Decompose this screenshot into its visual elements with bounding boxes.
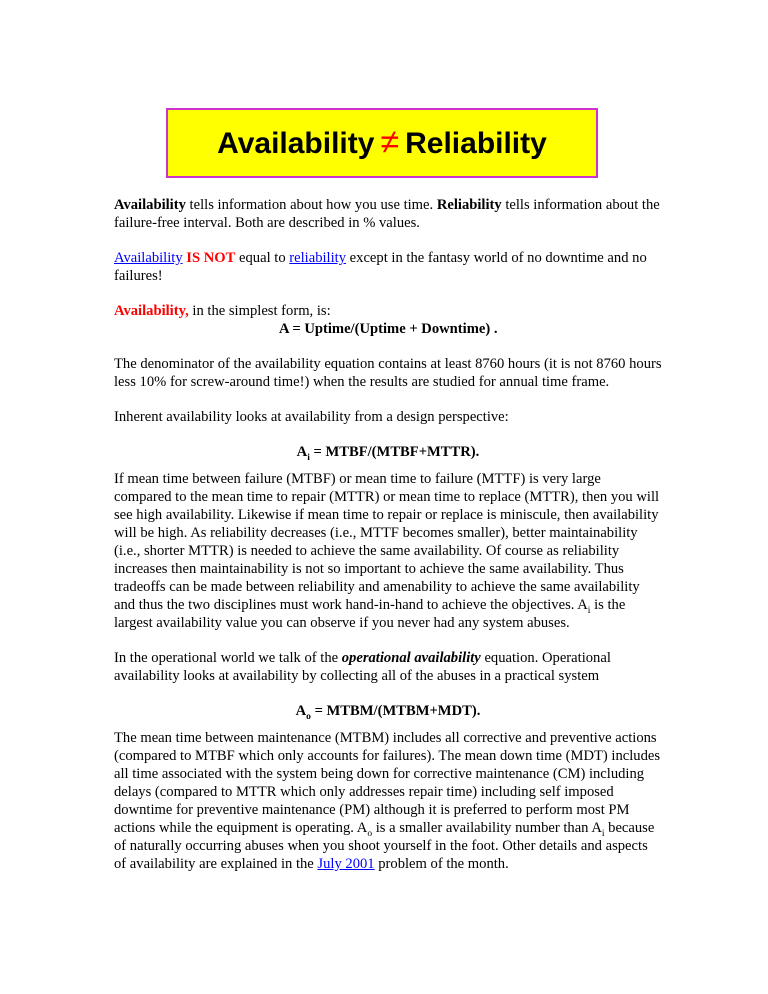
operational-availability-equation: $A_o$ = MTBM/(MTBM+MDT).	[295, 703, 481, 722]
not-equal-symbol: ≠	[380, 123, 400, 161]
paragraph-definitions: Availability tells information about how you use time. Reliability tells information about the failure-free interval. Both are described in % values.	[114, 197, 660, 231]
availability-link[interactable]: Availability	[114, 250, 183, 266]
is-not-emphasis: IS NOT	[186, 250, 236, 266]
paragraph-operational-intro: In the operational world we talk of the operational availability equation. Operational availability looks at availability by collecting all of the abuses in a practical system	[114, 650, 611, 684]
title-banner	[166, 108, 598, 178]
july-2001-link[interactable]: July 2001	[317, 856, 375, 872]
paragraph-not-equal: Availability IS NOT equal to reliability except in the fantasy world of no downtime and no failures!	[114, 250, 647, 284]
term-reliability: Reliability	[436, 197, 502, 213]
inherent-availability-equation: $A_i$ = MTBF/(MTBF+MTTR).	[296, 444, 480, 463]
paragraph-denominator: The denominator of the availability equation contains at least 8760 hours (it is not 8760 hours less 10% for screw-around time!) when the results are studied for annual time frame.	[114, 356, 662, 390]
availability-lead: Availability,	[114, 303, 189, 319]
paragraph-mtbm-mdt: The mean time between maintenance (MTBM) includes all corrective and preventive actions (compared to MTBF which only accounts for failures). The mean down time (MDT) includes all time associated with the system being down for corrective maintenance (CM) including delays (compared to MTTR which only addresses repair time) including self imposed downtime for preventive maintenance (PM) although it is preferred to perform most PM actions while the equipment is operating. $A_o$ is a smaller availability number than $A_i$ because of naturally occurring abuses when you shoot yourself in the foot. Other details and aspects of availability are explained in the July 2001 problem of the month.	[114, 730, 661, 872]
title-availability: Availability	[217, 127, 375, 160]
page-title	[217, 124, 547, 162]
availability-formula: A = Uptime/(Uptime + Downtime) .	[279, 321, 498, 337]
paragraph-simple-form: Availability, in the simplest form, is: A = Uptime/(Uptime + Downtime) .	[114, 302, 662, 338]
operational-availability-term: operational availability	[341, 650, 481, 666]
reliability-link[interactable]: reliability	[289, 250, 347, 266]
article-body	[114, 196, 662, 890]
term-availability: Availability	[114, 197, 186, 213]
title-reliability: Reliability	[405, 127, 547, 160]
paragraph-tradeoffs: If mean time between failure (MTBF) or mean time to failure (MTTF) is very large compared to the mean time to repair (MTTR) or mean time to replace (MTTR), then you will see high availability. Likewise if mean time to repair or replace is miniscule, then availability will be high. As reliability decreases (i.e., MTTF becomes smaller), better maintainability (i.e., shorter MTTR) is needed to achieve the same availability. Of course as reliability increases then maintainability is not so important to achieve the same availability. Thus tradeoffs can be made between reliability and amenability to achieve the same availability and thus the two disciplines must work hand-in-hand to achieve the objectives. $A_i$ is the largest availability value you can observe if you never had any system abuses.	[114, 471, 660, 631]
paragraph-inherent-intro: Inherent availability looks at availability from a design perspective:	[114, 409, 509, 425]
